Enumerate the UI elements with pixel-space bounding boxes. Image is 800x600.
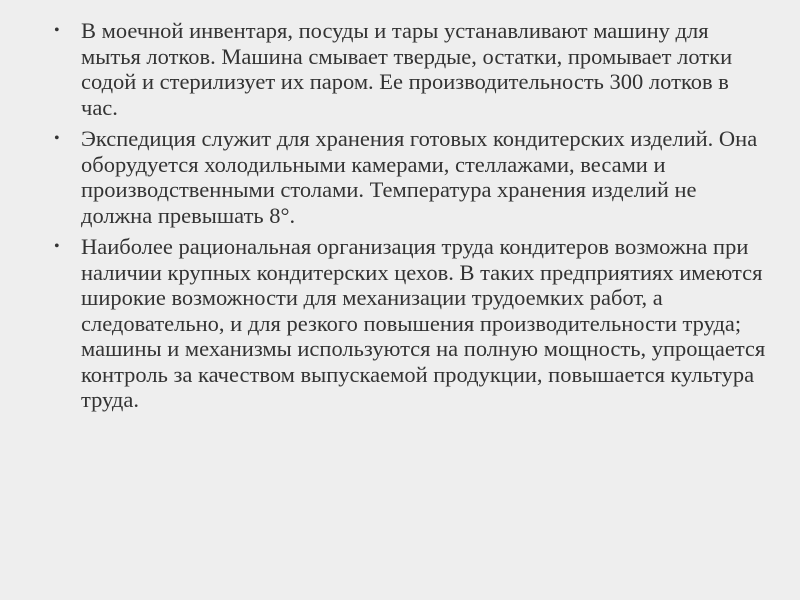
bullet-list: [54, 18, 766, 419]
bullet-text: Наиболее рациональная организация труда кондитеров возможна при наличии крупных кондитерских цехов. В таких предприятиях имеются широкие возможности для механизации трудоемких работ, а следовательно, и для резкого повышения производительности труда; машины и механизмы используются на полную мощность, упрощается контроль за качеством выпускаемой продукции, повышается культура труда.: [81, 234, 766, 412]
list-item: [54, 126, 766, 228]
list-item: [54, 18, 766, 120]
bullet-icon: •: [54, 130, 60, 147]
bullet-icon: •: [54, 238, 60, 255]
bullet-text: Экспедиция служит для хранения готовых кондитерских изделий. Она оборудуется холодильными камерами, стеллажами, весами и производственными столами. Температура хранения изделий не должна превышать 8°.: [81, 126, 758, 228]
list-item: [54, 234, 766, 413]
bullet-text: В моечной инвентаря, посуды и тары устанавливают машину для мытья лотков. Машина смывает твердые, остатки, промывает лотки содой и стерилизует их паром. Ее производительность 300 лотков в час.: [81, 18, 733, 120]
bullet-icon: •: [54, 22, 60, 39]
